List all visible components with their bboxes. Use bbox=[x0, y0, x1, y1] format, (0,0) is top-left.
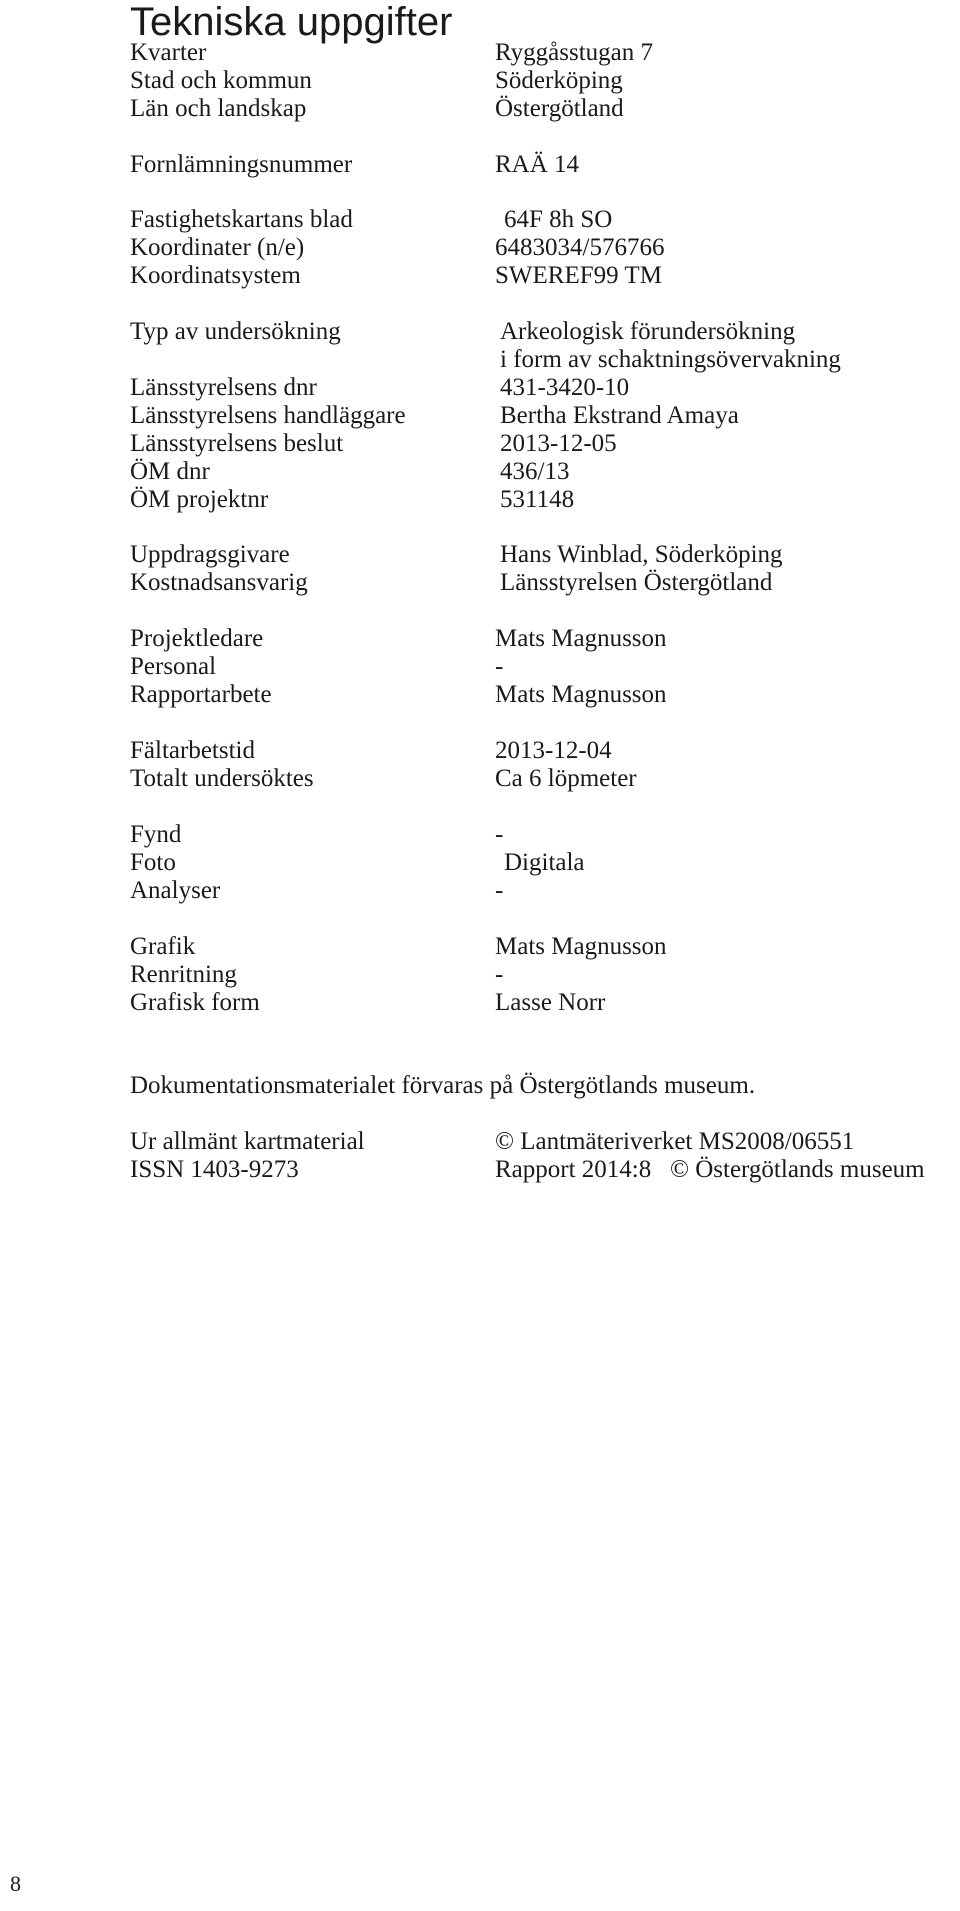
archive-note: Dokumentationsmaterialet förvaras på Östergötlands museum. bbox=[130, 1072, 756, 1099]
row-value: Hans Winblad, Söderköping bbox=[500, 541, 783, 568]
info-row-koordinatsystem bbox=[130, 259, 950, 293]
row-label: Länsstyrelsens handläggare bbox=[130, 402, 406, 429]
row-label: Kvarter bbox=[130, 39, 207, 66]
row-value: 431-3420-10 bbox=[500, 374, 630, 401]
row-label: Koordinater (n/e) bbox=[130, 234, 305, 261]
row-value: Mats Magnusson bbox=[495, 625, 667, 652]
row-label: Fynd bbox=[130, 821, 182, 848]
row-value: Söderköping bbox=[495, 67, 623, 94]
row-value: 2013-12-04 bbox=[495, 737, 612, 764]
row-label: Uppdragsgivare bbox=[130, 541, 290, 568]
row-value: Ryggåsstugan 7 bbox=[495, 39, 654, 66]
row-value: Östergötland bbox=[495, 95, 624, 122]
row-value: RAÄ 14 bbox=[495, 151, 580, 178]
row-value: 531148 bbox=[500, 486, 575, 513]
info-row-fornlamningsnummer bbox=[130, 148, 950, 182]
row-value: Arkeologisk förundersökning bbox=[500, 318, 796, 345]
row-value: - bbox=[495, 877, 504, 904]
row-label: Kostnadsansvarig bbox=[130, 569, 308, 596]
info-row-kostnadsansvarig bbox=[130, 566, 950, 600]
row-value: © Lantmäteriverket MS2008/06551 bbox=[495, 1128, 855, 1155]
row-label: ISSN 1403-9273 bbox=[130, 1156, 299, 1183]
row-value: - bbox=[495, 653, 504, 680]
row-value: i form av schaktningsövervakning bbox=[500, 346, 841, 373]
row-label: Fastighetskartans blad bbox=[130, 206, 353, 233]
info-row-totalt-undersoktes bbox=[130, 762, 950, 796]
row-value: Länsstyrelsen Östergötland bbox=[500, 569, 773, 596]
row-value: Mats Magnusson bbox=[495, 933, 667, 960]
row-value: Rapport 2014:8 © Östergötlands museum bbox=[495, 1156, 925, 1183]
row-value: SWEREF99 TM bbox=[495, 262, 662, 289]
row-value: 64F 8h SO bbox=[504, 206, 613, 233]
row-value: Lasse Norr bbox=[495, 989, 606, 1016]
row-value: 6483034/576766 bbox=[495, 234, 665, 261]
row-label: Fältarbetstid bbox=[130, 737, 255, 764]
row-label: Foto bbox=[130, 849, 176, 876]
info-row-analyser bbox=[130, 874, 950, 908]
row-label: Analyser bbox=[130, 877, 221, 904]
page-title: Tekniska uppgifter bbox=[130, 0, 453, 44]
info-row-grafisk-form bbox=[130, 986, 950, 1020]
row-label: Personal bbox=[130, 653, 217, 680]
info-row-rapportarbete bbox=[130, 678, 950, 712]
row-label: Fornlämningsnummer bbox=[130, 151, 353, 178]
row-label: Rapportarbete bbox=[130, 681, 272, 708]
row-label: Länsstyrelsens beslut bbox=[130, 430, 344, 457]
row-label: Renritning bbox=[130, 961, 237, 988]
row-label: Länsstyrelsens dnr bbox=[130, 374, 317, 401]
row-label: Grafik bbox=[130, 933, 196, 960]
row-label: ÖM projektnr bbox=[130, 486, 269, 513]
row-value: Ca 6 löpmeter bbox=[495, 765, 637, 792]
row-label: Ur allmänt kartmaterial bbox=[130, 1128, 365, 1155]
row-value: - bbox=[495, 821, 504, 848]
row-label: Stad och kommun bbox=[130, 67, 312, 94]
row-label: Grafisk form bbox=[130, 989, 260, 1016]
row-value: 2013-12-05 bbox=[500, 430, 617, 457]
row-value: Bertha Ekstrand Amaya bbox=[500, 402, 739, 429]
footer-row-issn bbox=[130, 1153, 950, 1187]
row-label: Typ av undersökning bbox=[130, 318, 341, 345]
row-label: Totalt undersöktes bbox=[130, 765, 314, 792]
row-label: Projektledare bbox=[130, 625, 264, 652]
page-number: 8 bbox=[10, 1871, 21, 1896]
info-row-om-projektnr bbox=[130, 483, 950, 517]
row-value: 436/13 bbox=[500, 458, 570, 485]
info-row-lan-och-landskap bbox=[130, 92, 950, 126]
row-label: Län och landskap bbox=[130, 95, 307, 122]
row-value: - bbox=[495, 961, 504, 988]
row-label: ÖM dnr bbox=[130, 458, 210, 485]
row-value: Digitala bbox=[504, 849, 585, 876]
row-label: Koordinatsystem bbox=[130, 262, 301, 289]
row-value: Mats Magnusson bbox=[495, 681, 667, 708]
